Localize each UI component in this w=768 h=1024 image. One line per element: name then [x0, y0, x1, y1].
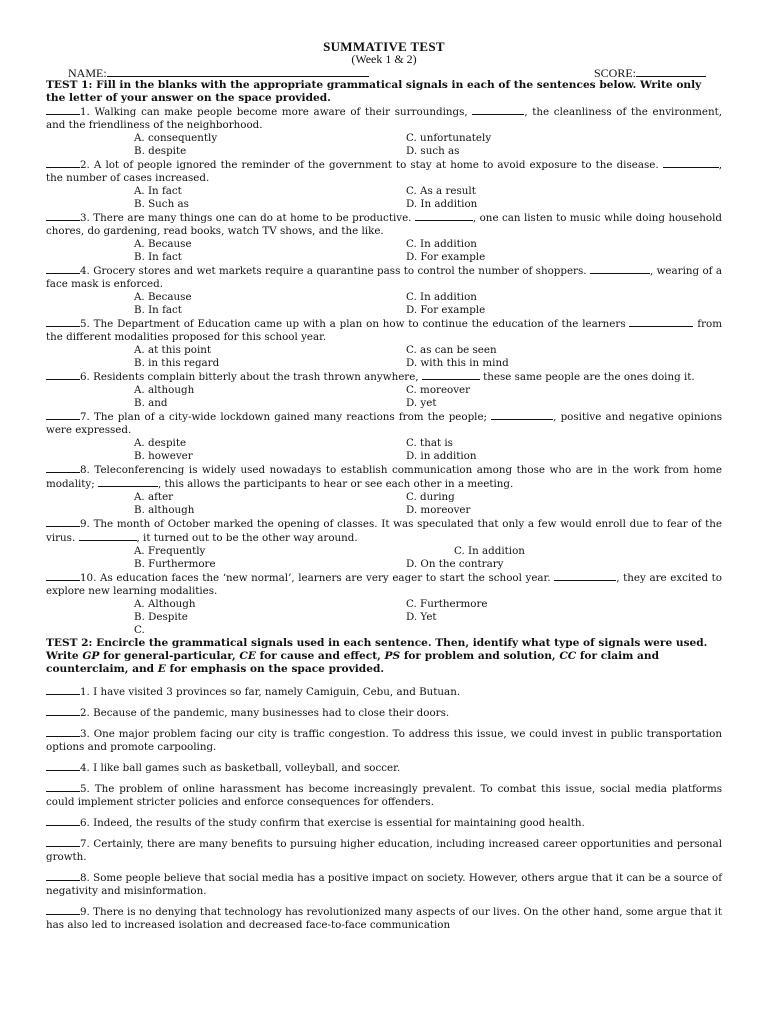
option-c: C. that is [406, 437, 453, 449]
option-d: D. On the contrary [406, 558, 504, 570]
signal-code: PS [384, 650, 401, 662]
name-score-row [46, 66, 722, 79]
test2-question [46, 706, 722, 720]
question-text-end: , positive and negative opinions were expressed. [46, 411, 723, 436]
question-text-start: Walking can make people become more aware of their surroundings, [94, 106, 473, 118]
option-c: C. Furthermore [406, 598, 488, 610]
option-a: A. although [134, 384, 195, 396]
question-number: 6. [80, 371, 90, 383]
option-d: D. For example [406, 251, 486, 263]
test1-stray-option: C. [134, 624, 145, 636]
answer-blank[interactable] [46, 410, 80, 420]
option-b: B. Despite [134, 611, 188, 623]
option-c: C. as can be seen [406, 344, 497, 356]
test1-question [46, 517, 722, 545]
question-text-start: A lot of people ignored the reminder of the government to stay at home to avoid exposure to the disease. [93, 159, 663, 171]
question-number: 5. [80, 783, 90, 795]
answer-options [46, 291, 722, 317]
test1-question [46, 211, 722, 238]
answer-blank[interactable] [46, 317, 80, 327]
signal-code: CC [559, 650, 577, 662]
question-text-end: , one can listen to music while doing household chores, do gardening, read books, watch TV shows, and the like. [46, 212, 722, 237]
option-b: B. although [134, 504, 195, 516]
option-b: B. however [134, 450, 193, 462]
test2-question [46, 816, 722, 830]
question-number: 2. [80, 159, 90, 171]
signal-code: CE [239, 650, 256, 662]
question-text: Some people believe that social media has a positive impact on society. However, others argue that it can be a source of negativity and misinformation. [46, 872, 723, 897]
option-d: D. such as [406, 145, 460, 157]
fill-in-blank [415, 211, 473, 221]
answer-options [46, 344, 722, 370]
instruction-text: for problem and solution, [400, 650, 560, 662]
question-text-end: , this allows the participants to hear or see each other in a meeting. [157, 478, 514, 490]
test2-question [46, 905, 722, 932]
option-a: A. despite [134, 437, 187, 449]
test2-question [46, 837, 722, 864]
question-text: One major problem facing our city is traffic congestion. To address this issue, we could invest in public transportation options and promote carpooling. [46, 728, 722, 753]
question-number: 8. [80, 872, 90, 884]
question-text-end: , the number of cases increased. [46, 159, 722, 184]
question-number: 4. [80, 762, 90, 774]
question-text-start: The month of October marked the opening of classes. It was speculated that only a few would enroll due to fear of the virus. [46, 518, 722, 544]
question-text: There is no denying that technology has revolutionized many aspects of our lives. On the other hand, some argue that it has also led to increased isolation and decreased face-to-face communication [46, 906, 722, 931]
question-text: Because of the pandemic, many businesses had to close their doors. [93, 707, 450, 719]
option-c: C. unfortunately [406, 132, 492, 144]
answer-blank[interactable] [46, 264, 80, 274]
answer-options [46, 598, 722, 624]
option-d: D. In addition [406, 198, 478, 210]
answer-blank[interactable] [46, 370, 80, 380]
question-number: 3. [80, 212, 90, 224]
signal-code: E [157, 663, 166, 675]
fill-in-blank [590, 264, 650, 274]
option-d: D. with this in mind [406, 357, 509, 369]
test1-question [46, 370, 722, 384]
question-text-end: , it turned out to be the other way around. [136, 532, 358, 544]
fill-in-blank [629, 317, 693, 327]
option-c: C. In addition [406, 291, 477, 303]
test1-question [46, 463, 722, 491]
option-b: B. in this regard [134, 357, 220, 369]
question-text-end: , the cleanliness of the environment, and the friendliness of the neighborhood. [46, 106, 722, 131]
question-text-start: The Department of Education came up with a plan on how to continue the education of the learners [93, 318, 630, 330]
score-label: SCORE: [594, 66, 637, 80]
answer-blank[interactable] [46, 816, 80, 826]
question-text-end: , wearing of a face mask is enforced. [46, 265, 723, 290]
option-d: D. yet [406, 397, 437, 409]
question-text-end: these same people are the ones doing it. [479, 371, 695, 383]
fill-in-blank [472, 105, 524, 115]
answer-blank[interactable] [46, 706, 80, 716]
answer-options [46, 132, 722, 158]
question-text-end: , they are excited to explore new learning modalities. [46, 572, 723, 597]
fill-in-blank [79, 531, 137, 541]
test1-question [46, 264, 722, 291]
option-a: A. In fact [134, 185, 182, 197]
answer-blank[interactable] [46, 871, 80, 881]
question-number: 9. [80, 518, 90, 530]
option-a: A. at this point [134, 344, 212, 356]
instruction-text: for claim and counterclaim, and [46, 650, 660, 675]
test2-question [46, 761, 722, 775]
answer-blank[interactable] [46, 761, 80, 771]
answer-blank[interactable] [46, 211, 80, 221]
question-number: 5. [80, 318, 90, 330]
page-subtitle: (Week 1 & 2) [351, 52, 417, 66]
instruction-text: for cause and effect, [255, 650, 385, 662]
question-number: 8. [80, 464, 90, 476]
answer-blank[interactable] [46, 905, 80, 915]
option-d: D. For example [406, 304, 486, 316]
question-text-start: The plan of a city-wide lockdown gained many reactions from the people; [93, 411, 492, 423]
name-field [68, 66, 369, 80]
answer-options [46, 545, 722, 571]
answer-options [46, 437, 722, 463]
instruction-text: for emphasis on the space provided. [165, 663, 385, 675]
option-d: D. Yet [406, 611, 437, 623]
answer-blank[interactable] [46, 685, 80, 695]
answer-blank[interactable] [46, 837, 80, 847]
question-number: 7. [80, 411, 90, 423]
option-a: A. consequently [134, 132, 218, 144]
fill-in-blank [663, 158, 719, 168]
question-text: The problem of online harassment has become increasingly prevalent. To combat this issue, social media platforms could implement stricter policies and enforce consequences for offenders. [46, 783, 722, 808]
fill-in-blank [491, 410, 553, 420]
question-number: 2. [80, 707, 90, 719]
option-c: C. In addition [406, 238, 477, 250]
test2-question [46, 782, 722, 809]
answer-blank[interactable] [46, 463, 80, 473]
question-number: 6. [80, 817, 90, 829]
test1-question [46, 317, 722, 344]
answer-blank[interactable] [46, 158, 80, 168]
option-b: B. despite [134, 145, 187, 157]
answer-blank[interactable] [46, 517, 80, 527]
answer-options [46, 384, 722, 410]
score-blank [636, 66, 706, 77]
score-field [594, 66, 706, 80]
test1-question [46, 410, 722, 437]
question-text: Certainly, there are many benefits to pursuing higher education, including increased career opportunities and personal growth. [46, 838, 722, 863]
option-b: B. Furthermore [134, 558, 216, 570]
question-text-start: Grocery stores and wet markets require a quarantine pass to control the number of shoppers. [93, 265, 590, 277]
question-text-start: Residents complain bitterly about the trash thrown anywhere, [93, 371, 422, 383]
test2-question [46, 727, 722, 754]
name-label: NAME: [68, 66, 107, 80]
test1-question-list [46, 105, 722, 624]
signal-code: GP [82, 650, 100, 662]
option-d: D. in addition [406, 450, 477, 462]
answer-options [46, 491, 722, 517]
test2-question [46, 685, 722, 699]
fill-in-blank [98, 477, 158, 487]
question-text-start: As education faces the ‘new normal’, learners are very eager to start the school year. [100, 572, 555, 584]
option-b: B. In fact [134, 304, 182, 316]
instruction-text: TEST 2: Encircle the grammatical signals used in each sentence. Then, identify what type of signals were used. Write [46, 637, 708, 662]
option-a: A. Frequently [134, 545, 206, 557]
question-number: 1. [80, 106, 90, 118]
question-number: 4. [80, 265, 90, 277]
test2-question [46, 871, 722, 898]
option-d: D. moreover [406, 504, 471, 516]
question-text-start: Teleconferencing is widely used nowadays to establish communication among those who are in the work from home modality; [46, 464, 723, 490]
worksheet-page [46, 40, 722, 939]
answer-blank[interactable] [46, 105, 80, 115]
option-a: A. Although [134, 598, 196, 610]
option-b: B. and [134, 397, 168, 409]
answer-blank[interactable] [46, 782, 80, 792]
option-c: C. As a result [406, 185, 476, 197]
test1-question [46, 158, 722, 185]
question-number: 10. [80, 572, 97, 584]
question-text: I like ball games such as basketball, volleyball, and soccer. [93, 762, 401, 774]
option-a: A. Because [134, 291, 192, 303]
question-number: 3. [80, 728, 90, 740]
question-number: 1. [80, 686, 90, 698]
test2-instructions [46, 637, 722, 676]
option-c: C. during [406, 491, 455, 503]
page-title: SUMMATIVE TEST [323, 39, 445, 54]
question-number: 9. [80, 906, 90, 918]
instruction-text: for general-particular, [99, 650, 240, 662]
question-text: I have visited 3 provinces so far, namely Camiguin, Cebu, and Butuan. [93, 686, 461, 698]
option-a: A. after [134, 491, 174, 503]
fill-in-blank [422, 370, 480, 380]
answer-options [46, 185, 722, 211]
option-b: B. In fact [134, 251, 182, 263]
question-text: Indeed, the results of the study confirm that exercise is essential for maintaining good health. [93, 817, 585, 829]
test1-instructions: TEST 1: Fill in the blanks with the appropriate grammatical signals in each of the sentences below. Write only the letter of your answer on the space provided. [46, 79, 702, 104]
test1-question [46, 571, 722, 598]
test1-question [46, 105, 722, 132]
question-number: 7. [80, 838, 90, 850]
answer-options [46, 238, 722, 264]
option-c: C. In addition [454, 545, 525, 557]
option-c: C. moreover [406, 384, 471, 396]
option-b: B. Such as [134, 198, 189, 210]
fill-in-blank [554, 571, 616, 581]
test2-question-list [46, 685, 722, 932]
option-a: A. Because [134, 238, 192, 250]
name-blank [107, 66, 369, 77]
answer-blank[interactable] [46, 571, 80, 581]
answer-blank[interactable] [46, 727, 80, 737]
question-text-end: from the different modalities proposed for this school year. [46, 318, 722, 343]
question-text-start: There are many things one can do at home to be productive. [93, 212, 415, 224]
